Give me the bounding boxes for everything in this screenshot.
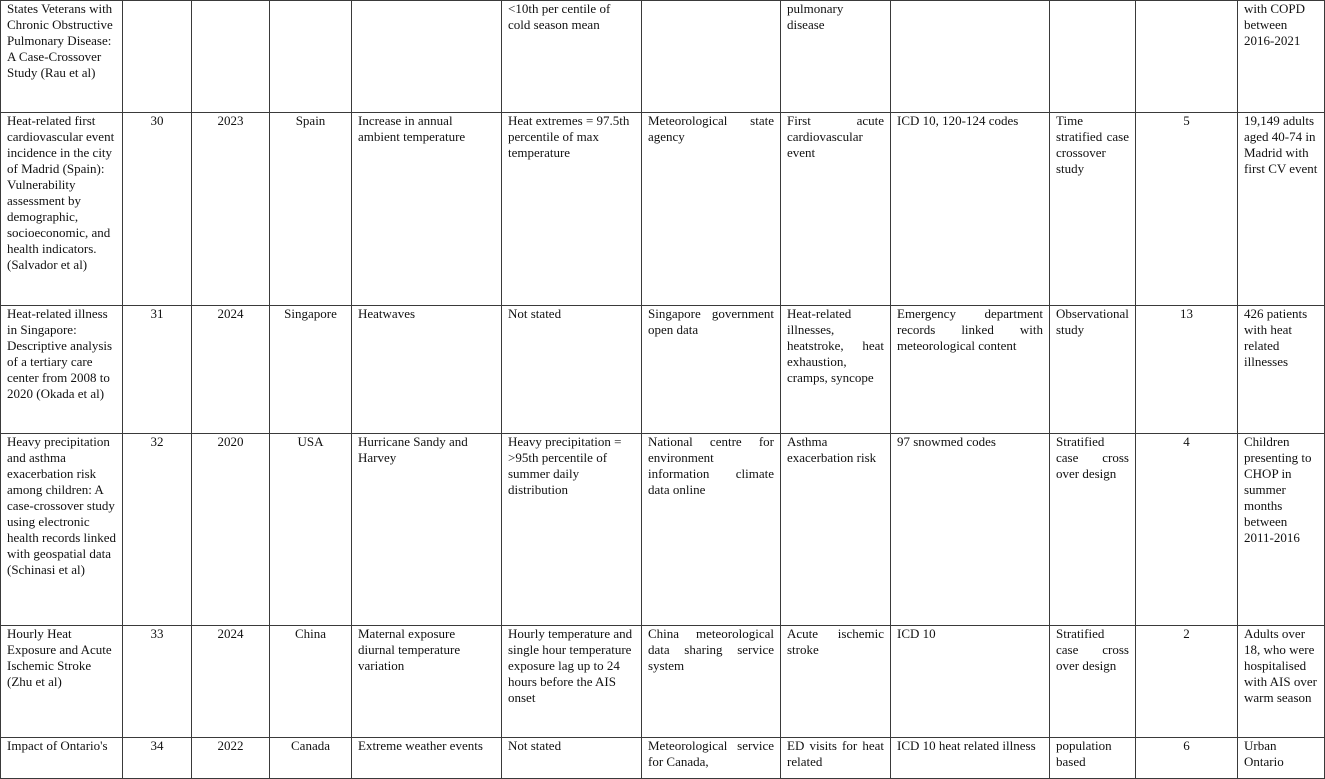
- exposure-definition-cell: Heat extremes = 97.5th percentile of max temperature: [502, 113, 642, 306]
- exposure-cell: [352, 1, 502, 113]
- study-title-cell: Heat-related first cardiovascular event incidence in the city of Madrid (Spain): Vulnerability assessment by demographic, socioeconomic, and health indicators. (Salvador et al): [1, 113, 123, 306]
- data-source-cell: [642, 1, 781, 113]
- outcome-definition-cell: ICD 10: [891, 626, 1050, 738]
- outcome-cell: Heat-related illnesses, heatstroke, heat exhaustion, cramps, syncope: [781, 306, 891, 434]
- table-row: [1, 113, 1325, 306]
- population-cell: 19,149 adults aged 40-74 in Madrid with first CV event: [1238, 113, 1325, 306]
- outcome-cell: Acute ischemic stroke: [781, 626, 891, 738]
- study-number-cell: 33: [123, 626, 192, 738]
- study-title-cell: States Veterans with Chronic Obstructive Pulmonary Disease: A Case-Crossover Study (Rau et al): [1, 1, 123, 113]
- data-source-cell: Singapore government open data: [642, 306, 781, 434]
- outcome-definition-cell: ICD 10, 120-124 codes: [891, 113, 1050, 306]
- country-cell: Singapore: [270, 306, 352, 434]
- exposure-definition-cell: Heavy precipitation = >95th percentile of summer daily distribution: [502, 434, 642, 626]
- study-design-cell: Observational study: [1050, 306, 1136, 434]
- quality-score-cell: 13: [1136, 306, 1238, 434]
- quality-score-cell: 2: [1136, 626, 1238, 738]
- population-cell: Children presenting to CHOP in summer months between 2011-2016: [1238, 434, 1325, 626]
- population-cell: with COPD between 2016-2021: [1238, 1, 1325, 113]
- study-design-cell: population based: [1050, 738, 1136, 779]
- year-cell: 2024: [192, 306, 270, 434]
- study-number-cell: 30: [123, 113, 192, 306]
- country-cell: USA: [270, 434, 352, 626]
- data-source-cell: National centre for environment information climate data online: [642, 434, 781, 626]
- country-cell: Spain: [270, 113, 352, 306]
- data-source-cell: Meteorological service for Canada,: [642, 738, 781, 779]
- quality-score-cell: [1136, 1, 1238, 113]
- exposure-definition-cell: <10th per centile of cold season mean: [502, 1, 642, 113]
- table-row: [1, 1, 1325, 113]
- study-number-cell: [123, 1, 192, 113]
- quality-score-cell: 6: [1136, 738, 1238, 779]
- study-title-cell: Heavy precipitation and asthma exacerbation risk among children: A case-crossover study using electronic health records linked with geospatial data (Schinasi et al): [1, 434, 123, 626]
- quality-score-cell: 4: [1136, 434, 1238, 626]
- data-source-cell: China meteorological data sharing service system: [642, 626, 781, 738]
- year-cell: 2022: [192, 738, 270, 779]
- year-cell: 2020: [192, 434, 270, 626]
- year-cell: [192, 1, 270, 113]
- study-title-cell: Hourly Heat Exposure and Acute Ischemic Stroke (Zhu et al): [1, 626, 123, 738]
- table-row: [1, 626, 1325, 738]
- study-design-cell: Time stratified case crossover study: [1050, 113, 1136, 306]
- country-cell: China: [270, 626, 352, 738]
- study-title-cell: Heat-related illness in Singapore: Descriptive analysis of a tertiary care center from 2008 to 2020 (Okada et al): [1, 306, 123, 434]
- table-row: [1, 434, 1325, 626]
- outcome-definition-cell: 97 snowmed codes: [891, 434, 1050, 626]
- exposure-cell: Extreme weather events: [352, 738, 502, 779]
- population-cell: Adults over 18, who were hospitalised with AIS over warm season: [1238, 626, 1325, 738]
- exposure-cell: Increase in annual ambient temperature: [352, 113, 502, 306]
- country-cell: Canada: [270, 738, 352, 779]
- exposure-definition-cell: Hourly temperature and single hour temperature exposure lag up to 24 hours before the AIS onset: [502, 626, 642, 738]
- table-row: [1, 306, 1325, 434]
- study-design-cell: [1050, 1, 1136, 113]
- exposure-cell: Hurricane Sandy and Harvey: [352, 434, 502, 626]
- data-source-cell: Meteorological state agency: [642, 113, 781, 306]
- exposure-definition-cell: Not stated: [502, 738, 642, 779]
- study-number-cell: 32: [123, 434, 192, 626]
- exposure-cell: Heatwaves: [352, 306, 502, 434]
- population-cell: 426 patients with heat related illnesses: [1238, 306, 1325, 434]
- study-design-cell: Stratified case cross over design: [1050, 626, 1136, 738]
- outcome-cell: ED visits for heat related: [781, 738, 891, 779]
- outcome-definition-cell: [891, 1, 1050, 113]
- outcome-definition-cell: ICD 10 heat related illness: [891, 738, 1050, 779]
- study-title-cell: Impact of Ontario's: [1, 738, 123, 779]
- study-number-cell: 31: [123, 306, 192, 434]
- outcome-cell: pulmonary disease: [781, 1, 891, 113]
- study-number-cell: 34: [123, 738, 192, 779]
- outcome-cell: First acute cardiovascular event: [781, 113, 891, 306]
- outcome-cell: Asthma exacerbation risk: [781, 434, 891, 626]
- study-design-cell: Stratified case cross over design: [1050, 434, 1136, 626]
- year-cell: 2024: [192, 626, 270, 738]
- exposure-definition-cell: Not stated: [502, 306, 642, 434]
- exposure-cell: Maternal exposure diurnal temperature variation: [352, 626, 502, 738]
- year-cell: 2023: [192, 113, 270, 306]
- population-cell: Urban Ontario: [1238, 738, 1325, 779]
- country-cell: [270, 1, 352, 113]
- table-row: [1, 738, 1325, 779]
- outcome-definition-cell: Emergency department records linked with meteorological content: [891, 306, 1050, 434]
- quality-score-cell: 5: [1136, 113, 1238, 306]
